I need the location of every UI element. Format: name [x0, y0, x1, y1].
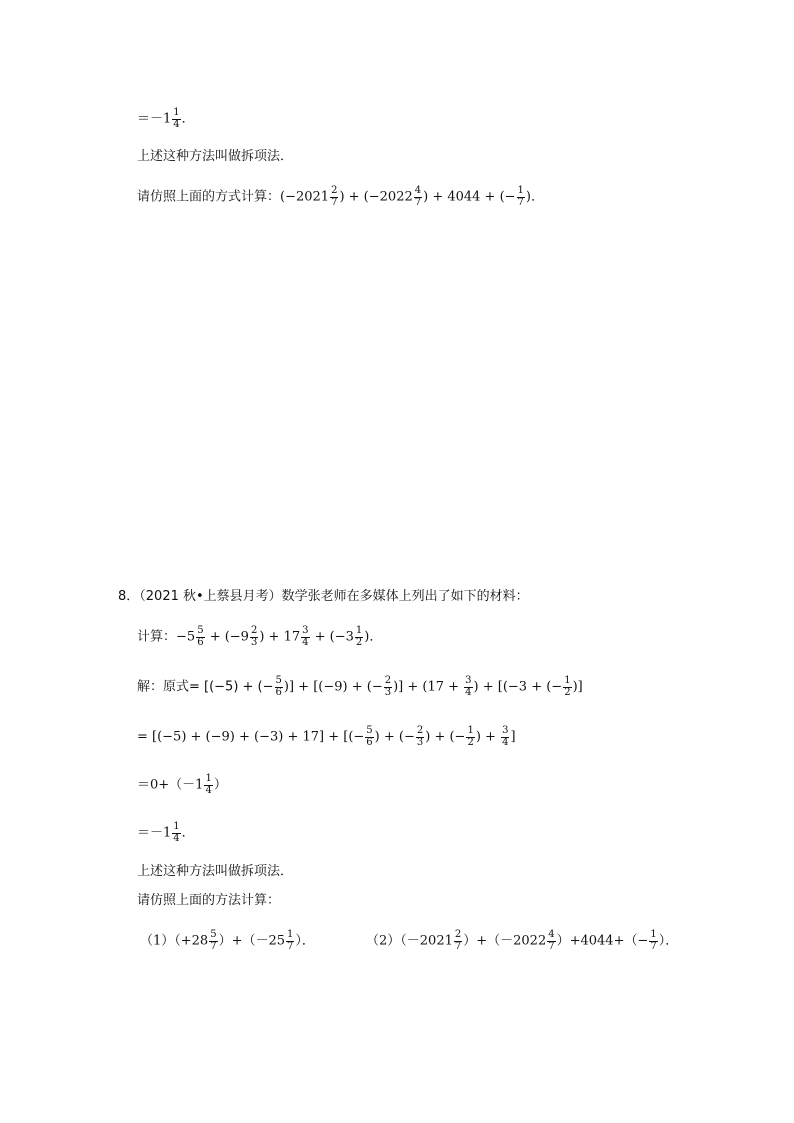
fraction: $\frac{3}{4}$: [502, 725, 509, 748]
solution-line-3: ＝0+（－1 $\frac{1}{4}$ ）: [137, 773, 227, 796]
fraction: $\frac{5}{6}$: [366, 725, 373, 748]
fraction: $\frac{1}{4}$: [173, 821, 180, 844]
fraction: $\frac{5}{6}$: [275, 675, 282, 698]
fraction: $\frac{1}{7}$: [287, 929, 294, 952]
fraction: $\frac{5}{7}$: [210, 929, 217, 952]
text: ＝－1: [137, 111, 172, 127]
fraction: $\frac{2}{3}$: [384, 675, 392, 698]
top-task-line: 请仿照上面的方式计算：(−2021 $\frac{2}{7}$ ) + (−2022 $\frac{4}{7}$ ) + 4044 + (− $\frac{1}{7}$ )．: [137, 185, 544, 208]
q8-instruction-line: 请仿照上面的方法计算：: [137, 893, 281, 908]
fraction: $\frac{1}{4}$: [205, 773, 212, 796]
fraction: $\frac{2}{3}$: [250, 625, 258, 648]
fraction: $\frac{3}{4}$: [465, 675, 472, 698]
fraction: $\frac{4}{7}$: [414, 185, 422, 208]
fraction: $\frac{2}{7}$: [331, 185, 338, 208]
fraction: $\frac{1}{7}$: [517, 185, 524, 208]
q8-method-line: 上述这种方法叫做拆项法．: [137, 864, 294, 879]
fraction: $\frac{3}{4}$: [302, 625, 309, 648]
fraction: $\frac{5}{6}$: [197, 625, 204, 648]
solution-line-1: 解：原式= [(−5) + (− $\frac{5}{6}$ )] + [(−9) + (− $\frac{2}{3}$ )] + (17 + $\frac{3}{4}$ ) + [(−3 + (− $\frac{1}{2}$ )]: [137, 675, 583, 698]
part-1: （1）（+28 $\frac{5}{7}$ ）+（－25 $\frac{1}{7}$ ）．: [140, 929, 315, 952]
fraction: $\frac{1}{7}$: [650, 929, 657, 952]
fraction: $\frac{1}{2}$: [467, 725, 474, 748]
top-result-line: ＝－1 $\frac{1}{4}$ ．: [137, 107, 195, 130]
solution-line-2: = [(−5) + (−9) + (−3) + 17] + [(− $\frac{5}{6}$ ) + (− $\frac{2}{3}$ ) + (− $\frac{1}{2}$ ) + $\frac{3}{4}$ ]: [137, 725, 516, 748]
fraction: $\frac{1}{2}$: [355, 625, 363, 648]
fraction: $\frac{4}{7}$: [548, 929, 555, 952]
calc-line: 计算：−5 $\frac{5}{6}$ + (−9 $\frac{2}{3}$ ) + 17 $\frac{3}{4}$ + (−3 $\frac{1}{2}$ )．: [137, 625, 383, 648]
solution-line-4: ＝－1 $\frac{1}{4}$ ．: [137, 821, 195, 844]
question-8-header: 8．（2021 秋•上蔡县月考）数学张老师在多媒体上列出了如下的材料：: [118, 589, 529, 604]
fraction: $\frac{1}{2}$: [564, 675, 571, 698]
fraction: $\frac{1}{4}$: [173, 107, 180, 130]
part-2: （2）（－2021 $\frac{2}{7}$ ）+（－2022 $\frac{4}{7}$ ）+4044+（− $\frac{1}{7}$ ）．: [366, 929, 679, 952]
top-method-line: 上述这种方法叫做拆项法．: [137, 149, 294, 164]
fraction: $\frac{2}{3}$: [416, 725, 424, 748]
fraction: $\frac{2}{7}$: [454, 929, 462, 952]
